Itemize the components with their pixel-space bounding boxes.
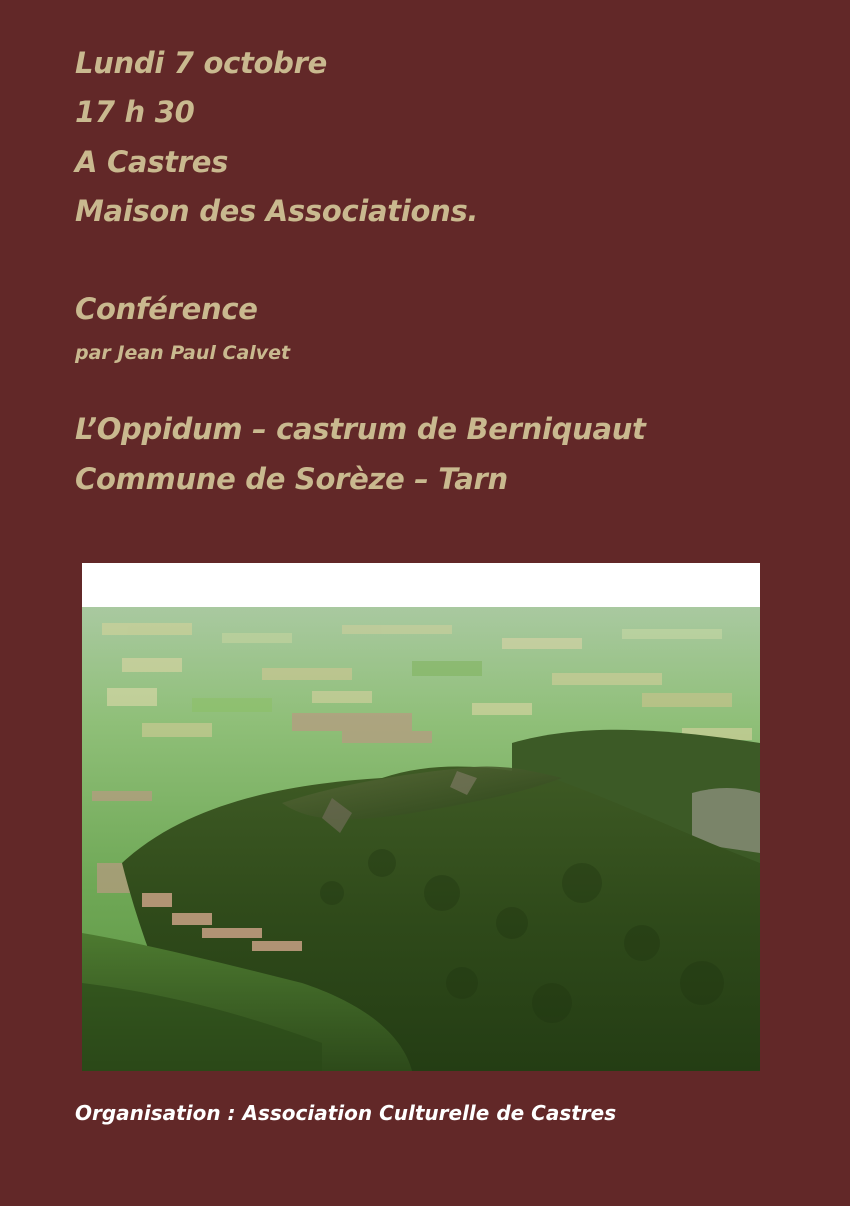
conference-title-line2: Commune de Sorèze – Tarn xyxy=(75,462,508,496)
event-time: 17 h 30 xyxy=(75,95,195,129)
organisation-credit: Organisation : Association Culturelle de Castres xyxy=(75,1101,617,1125)
event-date: Lundi 7 octobre xyxy=(75,46,327,80)
aerial-landscape-photo xyxy=(82,563,760,1071)
conference-title-line1: L’Oppidum – castrum de Berniquaut xyxy=(75,412,646,446)
event-venue: Maison des Associations. xyxy=(75,194,479,228)
conference-speaker: par Jean Paul Calvet xyxy=(75,342,291,364)
conference-heading: Conférence xyxy=(75,292,258,326)
event-city: A Castres xyxy=(75,145,229,179)
